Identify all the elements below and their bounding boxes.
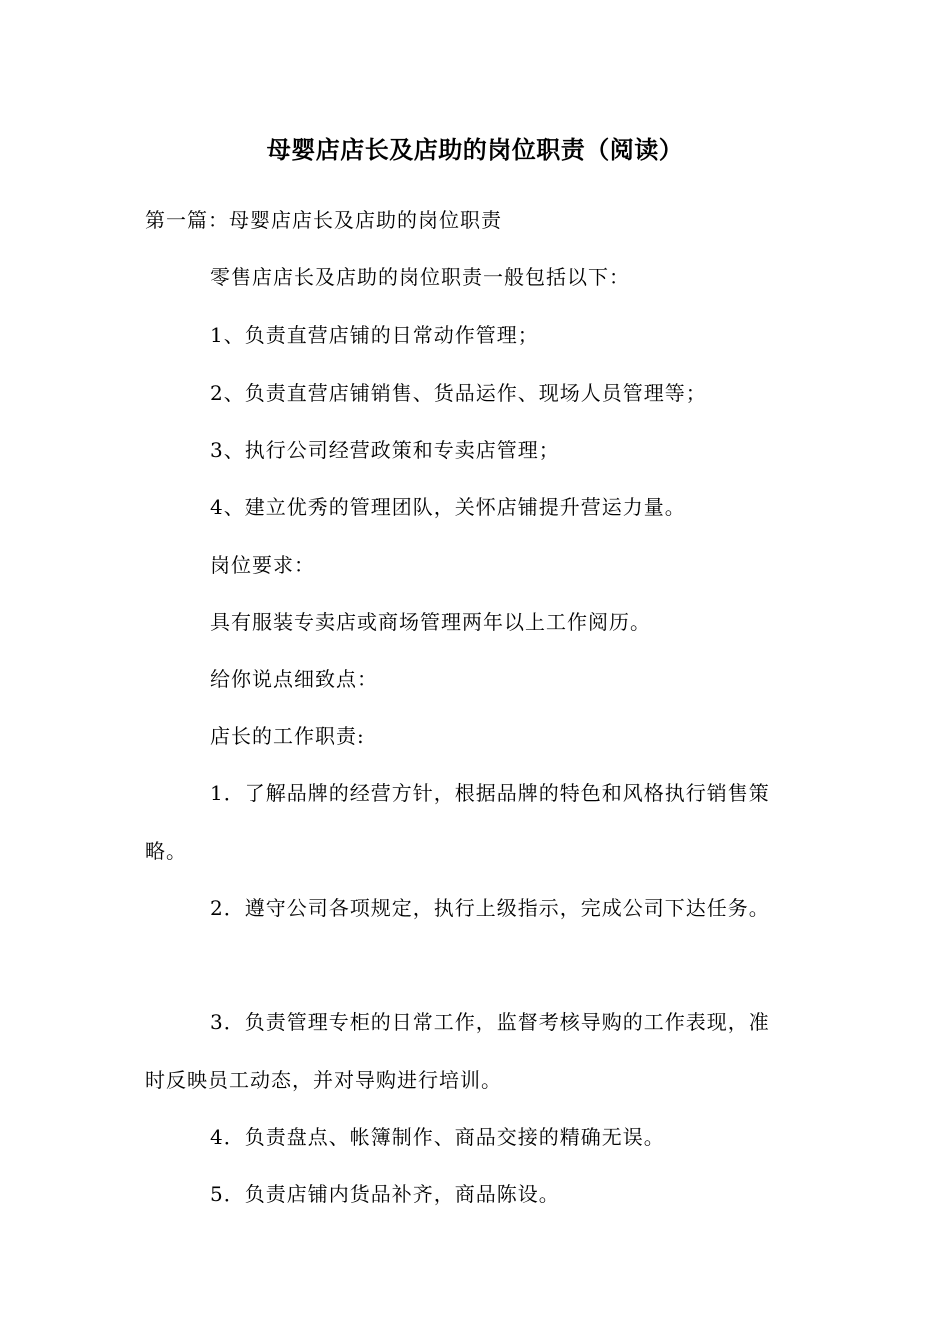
paragraph-line: 岗位要求： (210, 553, 315, 577)
list-item: 1、负责直营店铺的日常动作管理； (210, 323, 539, 347)
paragraph-line: 零售店店长及店助的岗位职责一般包括以下： (210, 265, 630, 289)
list-item: 4．负责盘点、帐簿制作、商品交接的精确无误。 (210, 1125, 665, 1149)
list-item: 2．遵守公司各项规定，执行上级指示，完成公司下达任务。 (210, 896, 770, 920)
list-item: 4、建立优秀的管理团队，关怀店铺提升营运力量。 (210, 495, 686, 519)
paragraph-line: 给你说点细致点： (210, 667, 378, 691)
list-item: 2、负责直营店铺销售、货品运作、现场人员管理等； (210, 381, 707, 405)
paragraph-line: 店长的工作职责: (210, 724, 365, 748)
list-item: 3、执行公司经营政策和专卖店管理； (210, 438, 560, 462)
section-heading: 第一篇：母婴店店长及店助的岗位职责 (145, 208, 502, 232)
list-item-continuation: 时反映员工动态，并对导购进行培训。 (145, 1068, 502, 1092)
list-item-continuation: 略。 (145, 839, 187, 863)
list-item: 1．了解品牌的经营方针，根据品牌的特色和风格执行销售策 (210, 781, 770, 805)
document-title: 母婴店店长及店助的岗位职责（阅读） (266, 135, 684, 164)
paragraph-line: 具有服装专卖店或商场管理两年以上工作阅历。 (210, 610, 651, 634)
list-item: 5．负责店铺内货品补齐，商品陈设。 (210, 1182, 560, 1206)
list-item: 3．负责管理专柜的日常工作，监督考核导购的工作表现，准 (210, 1010, 770, 1034)
